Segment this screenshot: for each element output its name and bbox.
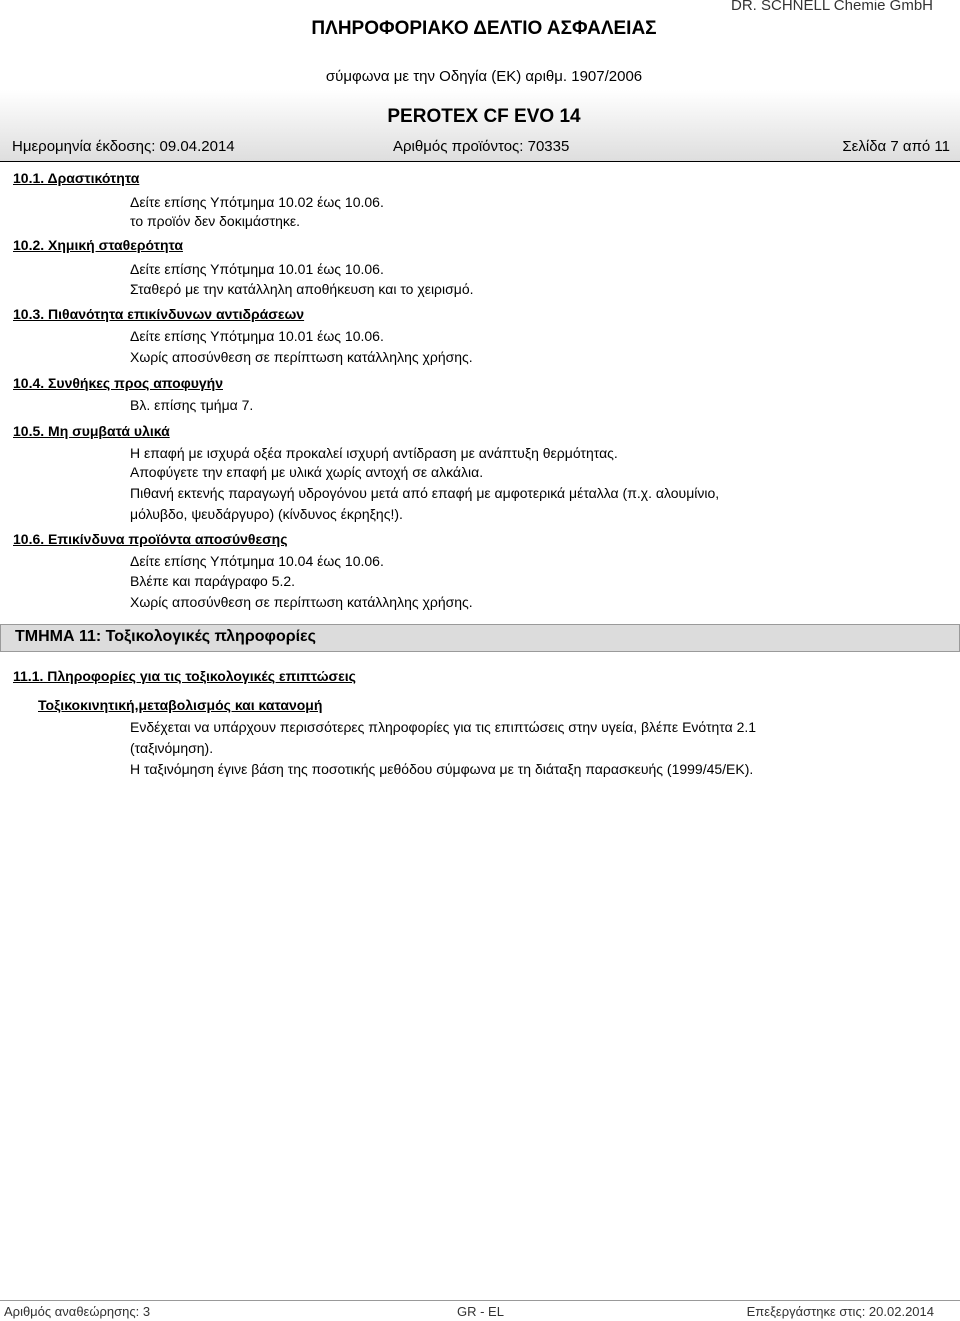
subsection-10-3-line-1: Δείτε επίσης Υπότμημα 10.01 έως 10.06. bbox=[130, 328, 384, 344]
subsection-10-2-heading: 10.2. Χημική σταθερότητα bbox=[13, 237, 183, 253]
subsection-10-1-line-1: Δείτε επίσης Υπότμημα 10.02 έως 10.06. bbox=[130, 194, 384, 210]
processed-date: Επεξεργάστηκε στις: 20.02.2014 bbox=[746, 1304, 934, 1319]
subsection-10-1-heading: 10.1. Δραστικότητα bbox=[13, 170, 140, 186]
subsection-10-5-heading: 10.5. Μη συμβατά υλικά bbox=[13, 423, 170, 439]
footer-divider bbox=[0, 1300, 960, 1301]
product-number: Αριθμός προϊόντος: 70335 bbox=[393, 138, 570, 155]
header-divider bbox=[0, 161, 960, 162]
subsection-11-1-line-3: Η ταξινόμηση έγινε βάση της ποσοτικής μεθόδου σύμφωνα με τη διάταξη παρασκευής (1999/45/ΕΚ). bbox=[130, 761, 754, 777]
subsection-10-2-line-2: Σταθερό με την κατάλληλη αποθήκευση και το χειρισμό. bbox=[130, 281, 474, 297]
language-code: GR - EL bbox=[457, 1304, 504, 1319]
company-name: DR. SCHNELL Chemie GmbH bbox=[731, 0, 933, 14]
issue-date: Ημερομηνία έκδοσης: 09.04.2014 bbox=[12, 138, 235, 155]
subsection-10-6-line-1: Δείτε επίσης Υπότμημα 10.04 έως 10.06. bbox=[130, 553, 384, 569]
page-number: Σελίδα 7 από 11 bbox=[842, 138, 950, 155]
product-name: PEROTEX CF EVO 14 bbox=[387, 106, 581, 127]
subsection-10-2-line-1: Δείτε επίσης Υπότμημα 10.01 έως 10.06. bbox=[130, 261, 384, 277]
toxicokinetics-heading: Τοξικοκινητική,μεταβολισμός και κατανομή bbox=[38, 697, 323, 713]
subsection-10-6-heading: 10.6. Επικίνδυνα προϊόντα αποσύνθεσης bbox=[13, 531, 288, 547]
subsection-10-4-heading: 10.4. Συνθήκες προς αποφυγήν bbox=[13, 375, 223, 391]
subsection-10-3-line-2: Χωρίς αποσύνθεση σε περίπτωση κατάλληλης χρήσης. bbox=[130, 349, 473, 365]
subsection-10-3-heading: 10.3. Πιθανότητα επικίνδυνων αντιδράσεων bbox=[13, 306, 305, 322]
subsection-10-4-line-1: Βλ. επίσης τμήμα 7. bbox=[130, 397, 254, 413]
subsection-11-1-line-1: Ενδέχεται να υπάρχουν περισσότερες πληροφορίες για τις επιπτώσεις στην υγεία, βλέπε Ενότητα 2.1 bbox=[130, 719, 757, 735]
document-title: ΠΛΗΡΟΦΟΡΙΑΚΟ ΔΕΛΤΙΟ ΑΣΦΑΛΕΙΑΣ bbox=[311, 18, 657, 39]
subsection-10-5-line-1: Η επαφή με ισχυρά οξέα προκαλεί ισχυρή αντίδραση με ανάπτυξη θερμότητας. bbox=[130, 445, 618, 461]
subsection-10-6-line-2: Βλέπε και παράγραφο 5.2. bbox=[130, 573, 296, 589]
subsection-10-5-line-3: Πιθανή εκτενής παραγωγή υδρογόνου μετά από επαφή με αμφοτερικά μέταλλα (π.χ. αλουμίνιο, bbox=[130, 485, 720, 501]
subsection-10-5-line-2: Αποφύγετε την επαφή με υλικά χωρίς αντοχή σε αλκάλια. bbox=[130, 464, 484, 480]
subsection-10-5-line-4: μόλυβδο, ψευδάργυρο) (κίνδυνος έκρηξης!). bbox=[130, 506, 403, 522]
subsection-11-1-heading: 11.1. Πληροφορίες για τις τοξικολογικές επιπτώσεις bbox=[13, 668, 356, 684]
subsection-11-1-line-2: (ταξινόμηση). bbox=[130, 740, 214, 756]
subsection-10-1-line-2: το προϊόν δεν δοκιμάστηκε. bbox=[130, 213, 301, 229]
section-11-title: ΤΜΗΜΑ 11: Τοξικολογικές πληροφορίες bbox=[15, 628, 316, 645]
directive-reference: σύμφωνα με την Οδηγία (ΕΚ) αριθμ. 1907/2006 bbox=[325, 68, 643, 85]
subsection-10-6-line-3: Χωρίς αποσύνθεση σε περίπτωση κατάλληλης χρήσης. bbox=[130, 594, 473, 610]
revision-number: Αριθμός αναθεώρησης: 3 bbox=[4, 1304, 151, 1319]
